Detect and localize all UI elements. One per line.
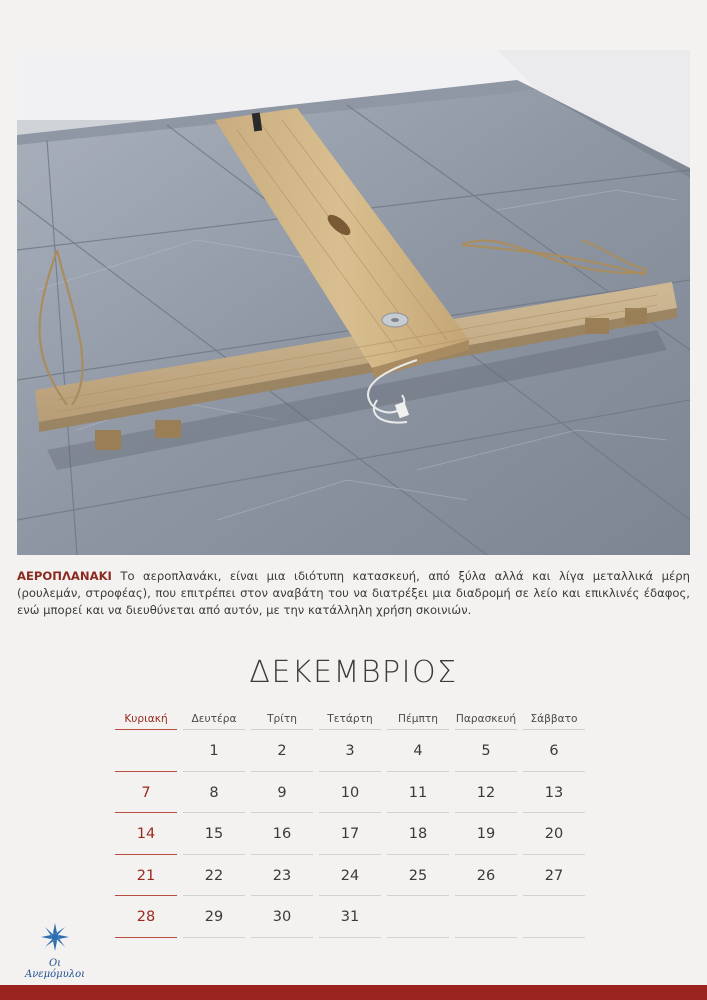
calendar-day: 27 — [523, 855, 585, 897]
calendar-day: 11 — [387, 772, 449, 814]
calendar-day: 10 — [319, 772, 381, 814]
windmill-sun-emblem-icon — [40, 922, 70, 952]
calendar-day: 29 — [183, 896, 245, 938]
footer-bar — [0, 985, 707, 1000]
calendar-day: 1 — [183, 730, 245, 772]
calendar-day: 2 — [251, 730, 313, 772]
calendar-day: 12 — [455, 772, 517, 814]
calendar-week — [115, 896, 591, 938]
calendar-day — [455, 896, 517, 938]
calendar-day — [387, 896, 449, 938]
caption-title: ΑΕΡΟΠΛΑΝΑΚΙ — [17, 569, 112, 583]
calendar-week — [115, 772, 591, 814]
weekday-tuesday: Τρίτη — [251, 708, 313, 730]
calendar-day: 5 — [455, 730, 517, 772]
calendar-day: 20 — [523, 813, 585, 855]
weekday-wednesday: Τετάρτη — [319, 708, 381, 730]
calendar-day: 21 — [115, 855, 177, 897]
calendar-day: 16 — [251, 813, 313, 855]
calendar-day: 13 — [523, 772, 585, 814]
calendar-day: 4 — [387, 730, 449, 772]
calendar-day: 17 — [319, 813, 381, 855]
calendar-day — [523, 896, 585, 938]
weekday-friday: Παρασκευή — [455, 708, 517, 730]
photo-caption — [17, 568, 690, 619]
calendar-day: 7 — [115, 772, 177, 814]
caption-text: Το αεροπλανάκι, είναι μια ιδιότυπη κατασκευή, από ξύλα αλλά και λίγα μεταλλικά μέρη (ρουλεμάν, στροφέας), που επιτρέπει στον αναβάτη του να διατρέξει μια διαδρομή σε λείο και επικλινές έδαφος, ενώ μπορεί και να διευθύνεται από αυτόν, με την κατάλληλη χρήση σκοινιών. — [17, 569, 690, 617]
calendar-day: 15 — [183, 813, 245, 855]
logo-name: Οι Ανεμόμυλοι — [24, 958, 86, 980]
calendar-grid — [115, 708, 591, 938]
calendar-day: 24 — [319, 855, 381, 897]
calendar-week — [115, 730, 591, 772]
calendar-day: 6 — [523, 730, 585, 772]
calendar-day: 23 — [251, 855, 313, 897]
calendar-day: 3 — [319, 730, 381, 772]
calendar-day: 18 — [387, 813, 449, 855]
calendar-day: 19 — [455, 813, 517, 855]
calendar-day — [115, 730, 177, 772]
calendar-day: 22 — [183, 855, 245, 897]
weekday-saturday: Σάββατο — [523, 708, 585, 730]
weekday-sunday: Κυριακή — [115, 708, 177, 730]
calendar-day: 8 — [183, 772, 245, 814]
calendar-day: 14 — [115, 813, 177, 855]
calendar-day: 31 — [319, 896, 381, 938]
photo-wooden-cart — [17, 50, 690, 555]
month-title: ΔΕΚΕΜΒΡΙΟΣ — [249, 655, 458, 690]
weekday-monday: Δευτέρα — [183, 708, 245, 730]
weekday-thursday: Πέμπτη — [387, 708, 449, 730]
weekday-header — [115, 708, 591, 730]
calendar-day: 25 — [387, 855, 449, 897]
calendar-day: 28 — [115, 896, 177, 938]
calendar-week — [115, 813, 591, 855]
calendar-day: 30 — [251, 896, 313, 938]
calendar-week — [115, 855, 591, 897]
logo — [20, 922, 90, 980]
calendar-day: 26 — [455, 855, 517, 897]
calendar-day: 9 — [251, 772, 313, 814]
